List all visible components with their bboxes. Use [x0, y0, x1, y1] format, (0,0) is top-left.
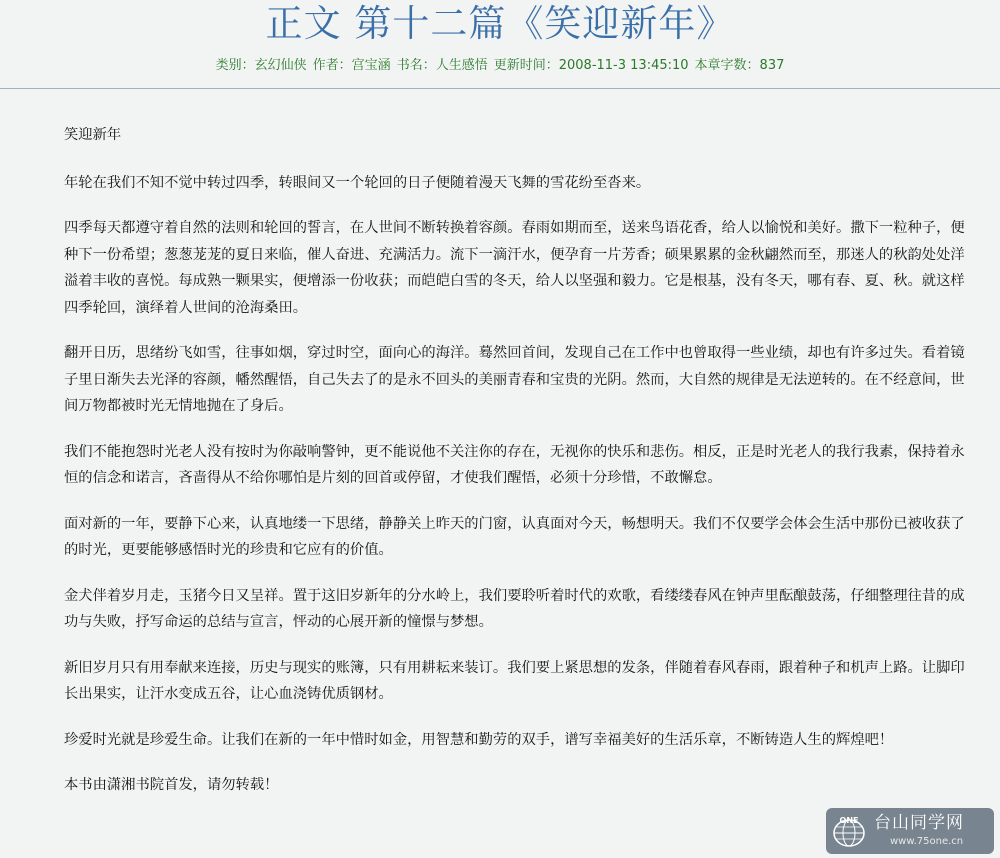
updated-value: 2008-11-3 13:45:10	[558, 58, 689, 73]
paragraph: 金犬伴着岁月走，玉猪今日又呈祥。置于这旧岁新年的分水岭上，我们要聆听着时代的欢歌，看缕缕春风在钟声里酝酿鼓荡，仔细整理往昔的成功与失败，抒写命运的总结与宣言，怦动的心展开新的憧憬与梦想。	[64, 587, 965, 630]
paragraph: 年轮在我们不知不觉中转过四季，转眼间又一个轮回的日子便随着漫天飞舞的雪花纷至沓来。	[64, 174, 651, 191]
copyright-notice: 本书由潇湘书院首发，请勿转载！	[64, 777, 279, 793]
chapter-header	[0, 0, 1000, 89]
book-label: 书名：	[396, 58, 436, 73]
wordcount-label: 本章字数：	[694, 58, 760, 73]
chapter-meta	[0, 56, 1000, 76]
paragraph: 新旧岁月只有用奉献来连接，历史与现实的账簿，只有用耕耘来装订。我们要上紧思想的发条，伴随着春风春雨，跟着种子和机声上路。让脚印长出果实，让汗水变成五谷，让心血浇铸优质钢材。	[64, 659, 965, 702]
updated-label: 更新时间：	[493, 58, 559, 73]
watermark-url[interactable]: www.75one.cn	[890, 836, 964, 847]
article-heading: 笑迎新年	[64, 127, 122, 143]
globe-logo-icon	[830, 814, 868, 848]
category-value[interactable]: 玄幻仙侠	[254, 58, 307, 73]
globe-label: ONE	[839, 816, 859, 825]
author-label: 作者：	[312, 58, 352, 73]
article-body	[64, 122, 976, 818]
site-watermark	[826, 808, 994, 854]
paragraph: 我们不能抱怨时光老人没有按时为你敲响警钟，更不能说他不关注你的存在，无视你的快乐和悲伤。相反，正是时光老人的我行我素，保持着永恒的信念和诺言，吝啬得从不给你哪怕是片刻的回首或停留，才使我们醒悟，必须十分珍惜，不敢懈怠。	[64, 443, 965, 486]
watermark-site-name: 台山同学网	[874, 813, 964, 833]
wordcount-value: 837	[759, 58, 785, 73]
paragraph: 四季每天都遵守着自然的法则和轮回的誓言，在人世间不断转换着容颜。春雨如期而至，送来鸟语花香，给人以愉悦和美好。撒下一粒种子，便种下一份希望；葱葱茏茏的夏日来临，催人奋进、充满活力。流下一滴汗水，便孕育一片芳香；硕果累累的金秋翩然而至，那迷人的秋韵处处洋溢着丰收的喜悦。每成熟一颗果实，便增添一份收获；而皑皑白雪的冬天，给人以坚强和毅力。它是根基，没有冬天，哪有春、夏、秋。就这样四季轮回，演绎着人世间的沧海桑田。	[64, 220, 965, 316]
paragraph: 面对新的一年，要静下心来，认真地缕一下思绪，静静关上昨天的门窗，认真面对今天，畅想明天。我们不仅要学会体会生活中那份已被收获了的时光，更要能够感悟时光的珍贵和它应有的价值。	[64, 515, 965, 558]
chapter-title: 正文 第十二篇《笑迎新年》	[265, 2, 735, 45]
paragraph: 翻开日历，思绪纷飞如雪，往事如烟，穿过时空，面向心的海洋。蓦然回首间，发现自己在工作中也曾取得一些业绩，却也有许多过失。看着镜子里日渐失去光泽的容颜，幡然醒悟，自己失去了的是永不回头的美丽青春和宝贵的光阴。然而，大自然的规律是无法逆转的。在不经意间，世间万物都被时光无情地抛在了身后。	[64, 345, 965, 414]
author-value[interactable]: 宫宝涵	[351, 58, 391, 73]
paragraph: 珍爱时光就是珍爱生命。让我们在新的一年中惜时如金，用智慧和勤劳的双手，谱写幸福美好的生活乐章，不断铸造人生的辉煌吧！	[64, 731, 894, 748]
book-value[interactable]: 人生感悟	[435, 58, 488, 73]
category-label: 类别：	[215, 58, 255, 73]
